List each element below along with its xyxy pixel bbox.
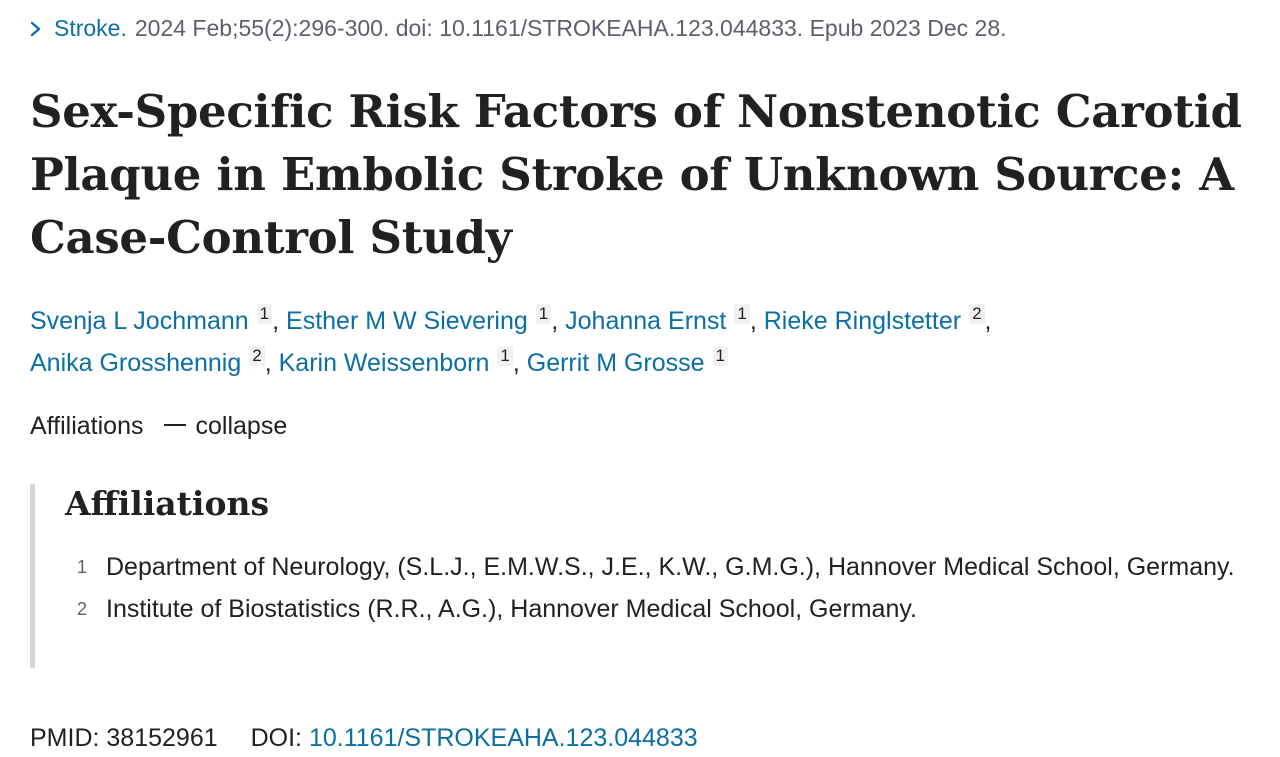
affiliation-ref[interactable]: 1 <box>536 304 551 324</box>
affiliations-list <box>35 546 1250 630</box>
affiliation-text: Department of Neurology, (S.L.J., E.M.W.S., J.E., K.W., G.M.G.), Hannover Medical School, Germany. <box>106 553 1235 581</box>
collapse-action[interactable]: collapse <box>195 412 288 440</box>
author-link[interactable]: Anika Grosshennig <box>30 349 242 377</box>
affiliation-ref[interactable]: 2 <box>969 304 984 324</box>
affiliation-number: 2 <box>77 599 88 619</box>
affiliation-ref[interactable]: 1 <box>713 346 728 366</box>
pmid-value: 38152961 <box>106 724 218 752</box>
affiliation-ref[interactable]: 2 <box>249 346 264 366</box>
author-link[interactable]: Rieke Ringlstetter <box>763 307 962 335</box>
author-item <box>565 304 750 335</box>
doi-link[interactable]: 10.1161/STROKEAHA.123.044833 <box>308 724 698 752</box>
affiliation-ref[interactable]: 1 <box>734 304 749 324</box>
author-item <box>286 304 551 335</box>
citation-line <box>30 12 1007 44</box>
affiliation-ref[interactable]: 1 <box>497 346 512 366</box>
author-link[interactable]: Esther M W Sievering <box>286 307 528 335</box>
affiliation-ref[interactable]: 1 <box>257 304 272 324</box>
affiliations-toggle-label: Affiliations <box>30 412 144 440</box>
journal-link[interactable]: Stroke. <box>54 15 127 41</box>
author-link[interactable]: Gerrit M Grosse <box>526 349 705 377</box>
author-item <box>30 304 272 335</box>
citation-details: 2024 Feb;55(2):296-300. doi: 10.1161/STROKEAHA.123.044833. Epub 2023 Dec 28. <box>134 15 1007 41</box>
author-item <box>30 346 265 377</box>
author-item <box>278 346 513 377</box>
article-title: Sex-Specific Risk Factors of Nonstenotic Carotid Plaque in Embolic Stroke of Unknown Source: A Case-Control Study <box>30 85 1242 264</box>
author-link[interactable]: Johanna Ernst <box>565 307 727 335</box>
dash-icon <box>164 424 186 426</box>
author-link[interactable]: Karin Weissenborn <box>278 349 490 377</box>
chevron-right-icon[interactable] <box>30 21 42 37</box>
author-list: Svenja L Jochmann 1 , Esther M W Sievering 1 , Johanna Ernst 1 , Rieke Ringlstetter 2 , Anika Grosshennig 2 , Karin Weissenborn 1 , Gerrit M Grosse 1 <box>30 304 992 377</box>
affiliation-number: 1 <box>77 557 88 577</box>
author-link[interactable]: Svenja L Jochmann <box>30 307 249 335</box>
pmid-label: PMID: <box>30 724 100 752</box>
article-identifiers <box>30 720 698 756</box>
affiliation-item <box>35 546 1250 588</box>
doi-label: DOI: <box>250 724 302 752</box>
affiliations-panel <box>30 484 1255 668</box>
affiliations-heading: Affiliations <box>65 484 270 523</box>
affiliations-toggle[interactable] <box>30 408 287 444</box>
author-item <box>526 346 728 377</box>
author-item <box>763 304 985 335</box>
affiliation-item <box>35 588 1250 630</box>
affiliation-text: Institute of Biostatistics (R.R., A.G.), Hannover Medical School, Germany. <box>106 595 917 623</box>
